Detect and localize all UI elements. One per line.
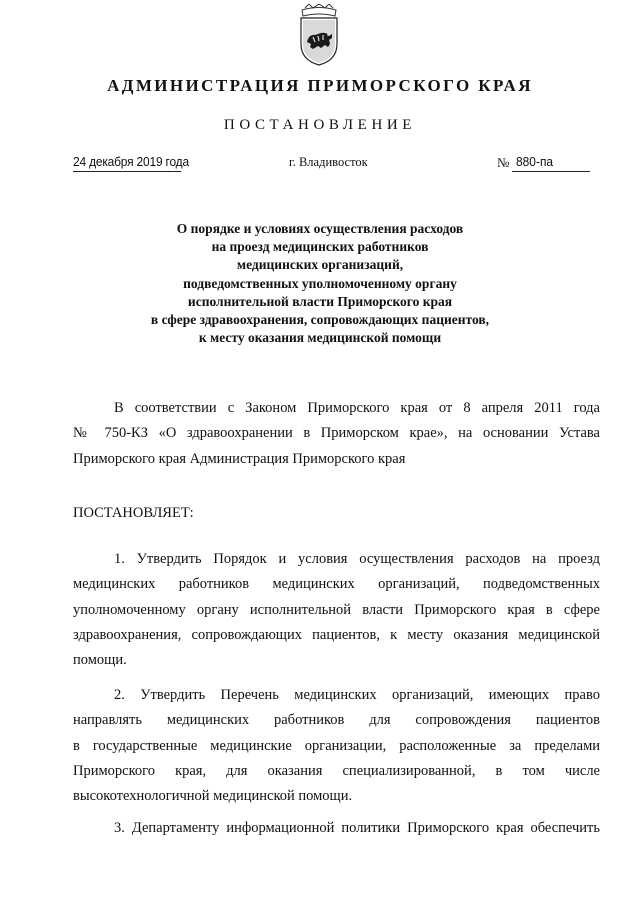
subject-line: к месту оказания медицинской помощи	[198, 330, 442, 346]
document-type: ПОСТАНОВЛЕНИЕ	[223, 117, 417, 133]
preamble-line: Приморского края Администрация Приморского края	[73, 450, 406, 467]
subject-line: О порядке и условиях осуществления расходов	[176, 221, 464, 236]
number-sign: №	[497, 155, 510, 170]
subject-line: медицинских организаций,	[236, 257, 404, 273]
resolves-heading: ПОСТАНОВЛЯЕТ:	[73, 505, 194, 521]
subject-line: подведомственных уполномоченному органу	[183, 275, 457, 291]
item-2-line: Приморского края, для оказания специализированной, в том числе	[73, 762, 600, 779]
item-2-line: высокотехнологичной медицинской помощи.	[73, 788, 353, 805]
item-3-line: 3. Департаменту информационной политики Приморского края обеспечить	[114, 820, 600, 836]
item-1-line: 1. Утвердить Порядок и условия осуществления расходов на проезд	[114, 551, 600, 567]
document-city: г. Владивосток	[289, 155, 368, 169]
subject-line: в сфере здравоохранения, сопровождающих пациентов,	[150, 312, 490, 328]
item-1-line: уполномоченному органу исполнительной власти Приморского края в сфере	[73, 601, 600, 618]
preamble-line: В соответствии с Законом Приморского края от 8 апреля 2011 года	[114, 400, 600, 416]
item-1-line: медицинских работников медицинских организаций, подведомственных	[73, 576, 600, 593]
subject-line: исполнительной власти Приморского края	[187, 293, 453, 309]
item-2-line: направлять медицинских работников для сопровождения пациентов	[73, 712, 600, 729]
document-date: 24 декабря 2019 года	[73, 154, 189, 169]
date-underline	[73, 171, 181, 172]
item-1-line: помощи.	[73, 652, 127, 669]
item-1-line: здравоохранения, сопровождающих пациентов, к месту оказания медицинской	[73, 626, 600, 643]
item-2-line: в государственные медицинские организации, расположенные за пределами	[73, 737, 600, 754]
document-number: 880-па	[516, 154, 554, 169]
item-1-paragraph	[73, 547, 600, 673]
subject-line: на проезд медицинских работников	[211, 239, 429, 255]
preamble-line: № 750-КЗ «О здравоохранении в Приморском крае», на основании Устава	[73, 425, 600, 442]
preamble-paragraph	[73, 396, 600, 472]
item-3-paragraph	[73, 816, 600, 841]
number-underline	[512, 171, 590, 172]
item-2-paragraph	[73, 683, 600, 809]
item-2-line: 2. Утвердить Перечень медицинских организаций, имеющих право	[114, 687, 600, 703]
coat-of-arms-icon	[297, 4, 341, 66]
document-subject	[120, 220, 520, 347]
organization-title: АДМИНИСТРАЦИЯ ПРИМОРСКОГО КРАЯ	[107, 76, 533, 95]
